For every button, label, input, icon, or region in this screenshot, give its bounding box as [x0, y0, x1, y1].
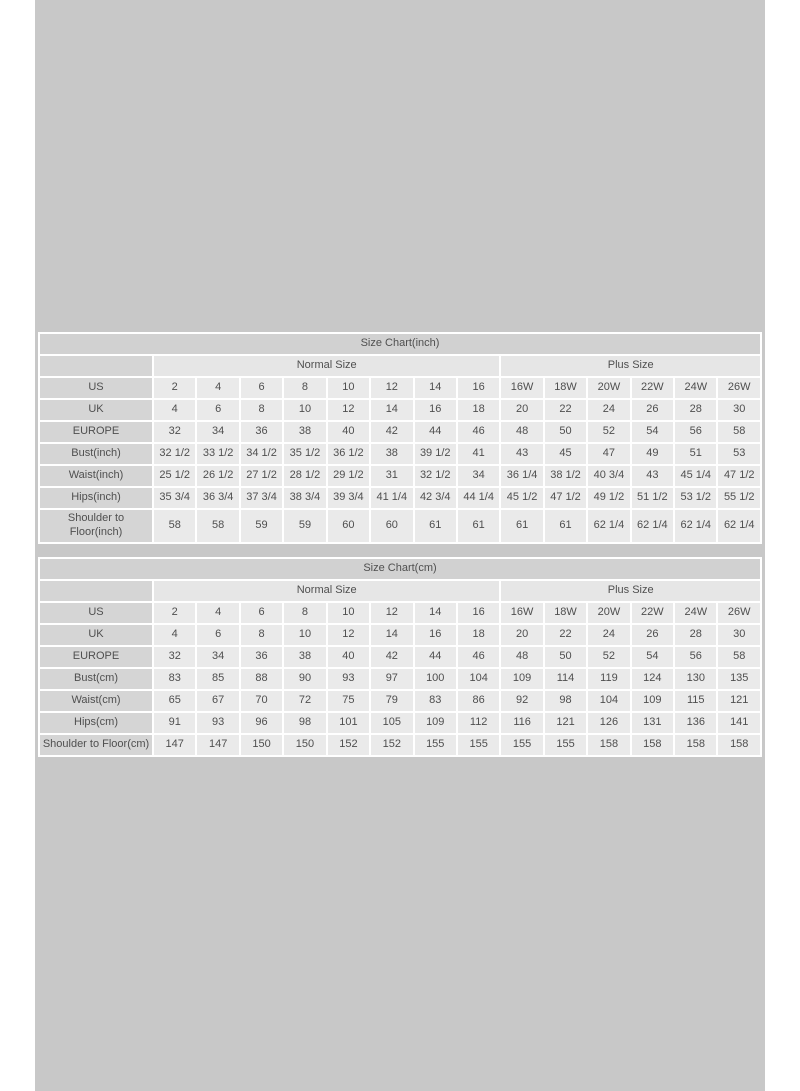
data-cell: 41 — [458, 444, 499, 464]
data-cell: 44 — [415, 647, 456, 667]
data-cell: 35 3/4 — [154, 488, 195, 508]
data-cell: 53 1/2 — [675, 488, 716, 508]
data-cell: 158 — [675, 735, 716, 755]
data-cell: 79 — [371, 691, 412, 711]
data-cell: 4 — [154, 400, 195, 420]
data-cell: 38 — [371, 444, 412, 464]
data-cell: 67 — [197, 691, 238, 711]
data-cell: 46 — [458, 647, 499, 667]
data-cell: 20W — [588, 378, 629, 398]
data-cell: 2 — [154, 603, 195, 623]
data-cell: 24 — [588, 400, 629, 420]
table-row — [40, 735, 760, 755]
data-cell: 42 3/4 — [415, 488, 456, 508]
data-cell: 70 — [241, 691, 282, 711]
data-cell: 83 — [415, 691, 456, 711]
data-cell: 16W — [501, 378, 542, 398]
data-cell: 62 1/4 — [632, 510, 673, 542]
data-cell: 56 — [675, 647, 716, 667]
size-chart-cm-table — [38, 557, 762, 757]
data-cell: 75 — [328, 691, 369, 711]
data-cell: 135 — [718, 669, 760, 689]
data-cell: 28 — [675, 400, 716, 420]
data-cell: 38 — [284, 647, 325, 667]
table-row — [40, 713, 760, 733]
data-cell: 22W — [632, 378, 673, 398]
data-cell: 158 — [588, 735, 629, 755]
data-cell: 4 — [197, 378, 238, 398]
data-cell: 100 — [415, 669, 456, 689]
data-cell: 59 — [241, 510, 282, 542]
data-cell: 6 — [197, 400, 238, 420]
data-cell: 37 3/4 — [241, 488, 282, 508]
data-cell: 34 — [458, 466, 499, 486]
data-cell: 6 — [197, 625, 238, 645]
data-cell: 6 — [241, 603, 282, 623]
table-row — [40, 444, 760, 464]
data-cell: 20 — [501, 400, 542, 420]
data-cell: 124 — [632, 669, 673, 689]
data-cell: 54 — [632, 647, 673, 667]
data-cell: 8 — [284, 603, 325, 623]
data-cell: 60 — [328, 510, 369, 542]
data-cell: 10 — [328, 603, 369, 623]
data-cell: 40 3/4 — [588, 466, 629, 486]
row-label: US — [40, 603, 152, 623]
data-cell: 20W — [588, 603, 629, 623]
row-label: Hips(inch) — [40, 488, 152, 508]
column-group-row — [40, 356, 760, 376]
data-cell: 147 — [197, 735, 238, 755]
data-cell: 50 — [545, 647, 586, 667]
data-cell: 105 — [371, 713, 412, 733]
data-cell: 28 — [675, 625, 716, 645]
data-cell: 155 — [545, 735, 586, 755]
data-cell: 29 1/2 — [328, 466, 369, 486]
data-cell: 34 — [197, 422, 238, 442]
data-cell: 150 — [284, 735, 325, 755]
data-cell: 26 1/2 — [197, 466, 238, 486]
data-cell: 55 1/2 — [718, 488, 760, 508]
data-cell: 119 — [588, 669, 629, 689]
data-cell: 92 — [501, 691, 542, 711]
data-cell: 121 — [545, 713, 586, 733]
data-cell: 32 — [154, 422, 195, 442]
data-cell: 65 — [154, 691, 195, 711]
data-cell: 16W — [501, 603, 542, 623]
data-cell: 109 — [415, 713, 456, 733]
table-row — [40, 400, 760, 420]
data-cell: 47 1/2 — [718, 466, 760, 486]
data-cell: 52 — [588, 422, 629, 442]
data-cell: 10 — [328, 378, 369, 398]
row-label: Bust(cm) — [40, 669, 152, 689]
data-cell: 39 1/2 — [415, 444, 456, 464]
data-cell: 4 — [197, 603, 238, 623]
data-cell: 155 — [415, 735, 456, 755]
data-cell: 131 — [632, 713, 673, 733]
data-cell: 36 3/4 — [197, 488, 238, 508]
data-cell: 26 — [632, 400, 673, 420]
data-cell: 155 — [501, 735, 542, 755]
data-cell: 104 — [588, 691, 629, 711]
data-cell: 26 — [632, 625, 673, 645]
data-cell: 98 — [545, 691, 586, 711]
data-cell: 12 — [371, 378, 412, 398]
data-cell: 40 — [328, 647, 369, 667]
data-cell: 48 — [501, 647, 542, 667]
data-cell: 42 — [371, 647, 412, 667]
data-cell: 96 — [241, 713, 282, 733]
data-cell: 52 — [588, 647, 629, 667]
data-cell: 50 — [545, 422, 586, 442]
data-cell: 12 — [328, 400, 369, 420]
data-cell: 18 — [458, 400, 499, 420]
data-cell: 49 1/2 — [588, 488, 629, 508]
data-cell: 16 — [415, 400, 456, 420]
table-title: Size Chart(inch) — [40, 334, 760, 354]
data-cell: 43 — [501, 444, 542, 464]
table-row — [40, 488, 760, 508]
data-cell: 88 — [241, 669, 282, 689]
data-cell: 112 — [458, 713, 499, 733]
data-cell: 6 — [241, 378, 282, 398]
data-cell: 90 — [284, 669, 325, 689]
data-cell: 25 1/2 — [154, 466, 195, 486]
data-cell: 109 — [501, 669, 542, 689]
data-cell: 141 — [718, 713, 760, 733]
data-cell: 45 — [545, 444, 586, 464]
data-cell: 40 — [328, 422, 369, 442]
data-cell: 83 — [154, 669, 195, 689]
size-table — [38, 557, 762, 757]
data-cell: 62 1/4 — [588, 510, 629, 542]
data-cell: 26W — [718, 378, 760, 398]
data-cell: 36 — [241, 647, 282, 667]
data-cell: 152 — [371, 735, 412, 755]
data-cell: 24W — [675, 378, 716, 398]
data-cell: 41 1/4 — [371, 488, 412, 508]
data-cell: 20 — [501, 625, 542, 645]
table-row — [40, 422, 760, 442]
data-cell: 14 — [371, 625, 412, 645]
data-cell: 101 — [328, 713, 369, 733]
data-cell: 86 — [458, 691, 499, 711]
table-row — [40, 378, 760, 398]
data-cell: 24W — [675, 603, 716, 623]
row-label: Waist(cm) — [40, 691, 152, 711]
data-cell: 61 — [458, 510, 499, 542]
row-label: Shoulder to Floor(inch) — [40, 510, 152, 542]
data-cell: 32 — [154, 647, 195, 667]
row-label: Hips(cm) — [40, 713, 152, 733]
data-cell: 30 — [718, 400, 760, 420]
data-cell: 32 1/2 — [415, 466, 456, 486]
data-cell: 22 — [545, 400, 586, 420]
row-label: US — [40, 378, 152, 398]
data-cell: 22W — [632, 603, 673, 623]
table-title-row — [40, 559, 760, 579]
table-row — [40, 669, 760, 689]
row-label: Bust(inch) — [40, 444, 152, 464]
corner-cell — [40, 356, 152, 376]
data-cell: 150 — [241, 735, 282, 755]
data-cell: 104 — [458, 669, 499, 689]
data-cell: 158 — [632, 735, 673, 755]
table-title-row — [40, 334, 760, 354]
data-cell: 61 — [501, 510, 542, 542]
table-row — [40, 510, 760, 542]
data-cell: 126 — [588, 713, 629, 733]
table-title: Size Chart(cm) — [40, 559, 760, 579]
row-label: EUROPE — [40, 647, 152, 667]
data-cell: 8 — [241, 625, 282, 645]
data-cell: 56 — [675, 422, 716, 442]
data-cell: 16 — [458, 378, 499, 398]
data-cell: 36 1/2 — [328, 444, 369, 464]
data-cell: 72 — [284, 691, 325, 711]
data-cell: 12 — [371, 603, 412, 623]
data-cell: 18 — [458, 625, 499, 645]
data-cell: 34 — [197, 647, 238, 667]
table-row — [40, 691, 760, 711]
row-label: Waist(inch) — [40, 466, 152, 486]
data-cell: 8 — [284, 378, 325, 398]
data-cell: 44 — [415, 422, 456, 442]
data-cell: 53 — [718, 444, 760, 464]
data-cell: 32 1/2 — [154, 444, 195, 464]
data-cell: 16 — [458, 603, 499, 623]
data-cell: 91 — [154, 713, 195, 733]
table-row — [40, 603, 760, 623]
data-cell: 45 1/2 — [501, 488, 542, 508]
row-label: EUROPE — [40, 422, 152, 442]
data-cell: 147 — [154, 735, 195, 755]
data-cell: 158 — [718, 735, 760, 755]
data-cell: 58 — [197, 510, 238, 542]
data-cell: 14 — [415, 378, 456, 398]
data-cell: 31 — [371, 466, 412, 486]
data-cell: 14 — [415, 603, 456, 623]
data-cell: 51 1/2 — [632, 488, 673, 508]
data-cell: 38 3/4 — [284, 488, 325, 508]
data-cell: 59 — [284, 510, 325, 542]
data-cell: 61 — [415, 510, 456, 542]
data-cell: 14 — [371, 400, 412, 420]
data-cell: 18W — [545, 603, 586, 623]
data-cell: 114 — [545, 669, 586, 689]
data-cell: 60 — [371, 510, 412, 542]
data-cell: 47 1/2 — [545, 488, 586, 508]
data-cell: 121 — [718, 691, 760, 711]
size-chart-sheet — [38, 332, 762, 757]
data-cell: 98 — [284, 713, 325, 733]
column-group-label: Plus Size — [501, 581, 760, 601]
column-group-label: Normal Size — [154, 581, 499, 601]
data-cell: 39 3/4 — [328, 488, 369, 508]
data-cell: 85 — [197, 669, 238, 689]
row-label: UK — [40, 625, 152, 645]
data-cell: 34 1/2 — [241, 444, 282, 464]
column-group-row — [40, 581, 760, 601]
row-label: UK — [40, 400, 152, 420]
data-cell: 109 — [632, 691, 673, 711]
data-cell: 4 — [154, 625, 195, 645]
corner-cell — [40, 581, 152, 601]
data-cell: 10 — [284, 400, 325, 420]
data-cell: 38 — [284, 422, 325, 442]
data-cell: 2 — [154, 378, 195, 398]
data-cell: 24 — [588, 625, 629, 645]
data-cell: 58 — [718, 422, 760, 442]
data-cell: 46 — [458, 422, 499, 442]
data-cell: 36 — [241, 422, 282, 442]
data-cell: 30 — [718, 625, 760, 645]
table-row — [40, 625, 760, 645]
data-cell: 58 — [154, 510, 195, 542]
data-cell: 115 — [675, 691, 716, 711]
data-cell: 130 — [675, 669, 716, 689]
data-cell: 62 1/4 — [675, 510, 716, 542]
data-cell: 35 1/2 — [284, 444, 325, 464]
data-cell: 38 1/2 — [545, 466, 586, 486]
data-cell: 12 — [328, 625, 369, 645]
data-cell: 27 1/2 — [241, 466, 282, 486]
data-cell: 44 1/4 — [458, 488, 499, 508]
data-cell: 62 1/4 — [718, 510, 760, 542]
table-row — [40, 466, 760, 486]
data-cell: 152 — [328, 735, 369, 755]
data-cell: 61 — [545, 510, 586, 542]
data-cell: 36 1/4 — [501, 466, 542, 486]
data-cell: 48 — [501, 422, 542, 442]
data-cell: 42 — [371, 422, 412, 442]
data-cell: 16 — [415, 625, 456, 645]
data-cell: 47 — [588, 444, 629, 464]
data-cell: 116 — [501, 713, 542, 733]
column-group-label: Plus Size — [501, 356, 760, 376]
data-cell: 93 — [328, 669, 369, 689]
data-cell: 43 — [632, 466, 673, 486]
data-cell: 58 — [718, 647, 760, 667]
table-row — [40, 647, 760, 667]
size-table — [38, 332, 762, 544]
data-cell: 136 — [675, 713, 716, 733]
data-cell: 51 — [675, 444, 716, 464]
data-cell: 18W — [545, 378, 586, 398]
size-chart-inch-table — [38, 332, 762, 544]
data-cell: 33 1/2 — [197, 444, 238, 464]
data-cell: 49 — [632, 444, 673, 464]
data-cell: 45 1/4 — [675, 466, 716, 486]
data-cell: 10 — [284, 625, 325, 645]
row-label: Shoulder to Floor(cm) — [40, 735, 152, 755]
data-cell: 28 1/2 — [284, 466, 325, 486]
data-cell: 8 — [241, 400, 282, 420]
column-group-label: Normal Size — [154, 356, 499, 376]
data-cell: 26W — [718, 603, 760, 623]
data-cell: 97 — [371, 669, 412, 689]
data-cell: 155 — [458, 735, 499, 755]
data-cell: 93 — [197, 713, 238, 733]
data-cell: 54 — [632, 422, 673, 442]
data-cell: 22 — [545, 625, 586, 645]
